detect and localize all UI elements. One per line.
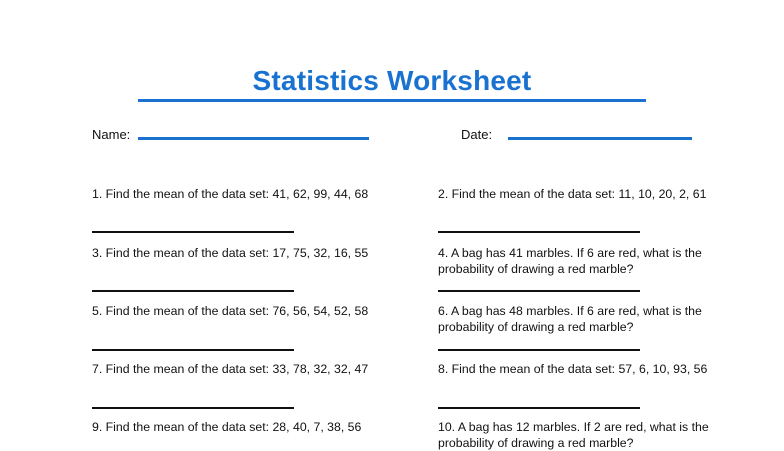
question-8: 8. Find the mean of the data set: 57, 6, 10, 93, 56: [438, 362, 708, 376]
date-label: Date:: [461, 127, 493, 142]
question-4: 4. A bag has 41 marbles. If 6 are red, what is the probability of drawing a red marble?: [438, 246, 702, 276]
page-title: Statistics Worksheet: [252, 65, 532, 96]
question-7: 7. Find the mean of the data set: 33, 78, 32, 32, 47: [92, 362, 369, 376]
question-5: 5. Find the mean of the data set: 76, 56, 54, 52, 58: [92, 304, 369, 318]
question-9: 9. Find the mean of the data set: 28, 40, 7, 38, 56: [92, 420, 362, 434]
answer-line-7[interactable]: [92, 407, 294, 409]
answer-line-8[interactable]: [438, 407, 640, 409]
name-label: Name:: [92, 127, 131, 142]
name-field[interactable]: [138, 137, 369, 140]
question-6: 6. A bag has 48 marbles. If 6 are red, what is the probability of drawing a red marble?: [438, 304, 702, 334]
question-1: 1. Find the mean of the data set: 41, 62, 99, 44, 68: [92, 187, 369, 201]
answer-line-3[interactable]: [92, 290, 294, 292]
question-3: 3. Find the mean of the data set: 17, 75, 32, 16, 55: [92, 246, 369, 260]
answer-line-1[interactable]: [92, 231, 294, 233]
answer-line-5[interactable]: [92, 349, 294, 351]
question-10: 10. A bag has 12 marbles. If 2 are red, what is the probability of drawing a red marble?: [438, 420, 709, 450]
date-field[interactable]: [508, 137, 692, 140]
question-2: 2. Find the mean of the data set: 11, 10, 20, 2, 61: [438, 187, 707, 201]
answer-line-4[interactable]: [438, 290, 640, 292]
answer-line-6[interactable]: [438, 349, 640, 351]
title-underline: [138, 99, 646, 102]
answer-line-2[interactable]: [438, 231, 640, 233]
